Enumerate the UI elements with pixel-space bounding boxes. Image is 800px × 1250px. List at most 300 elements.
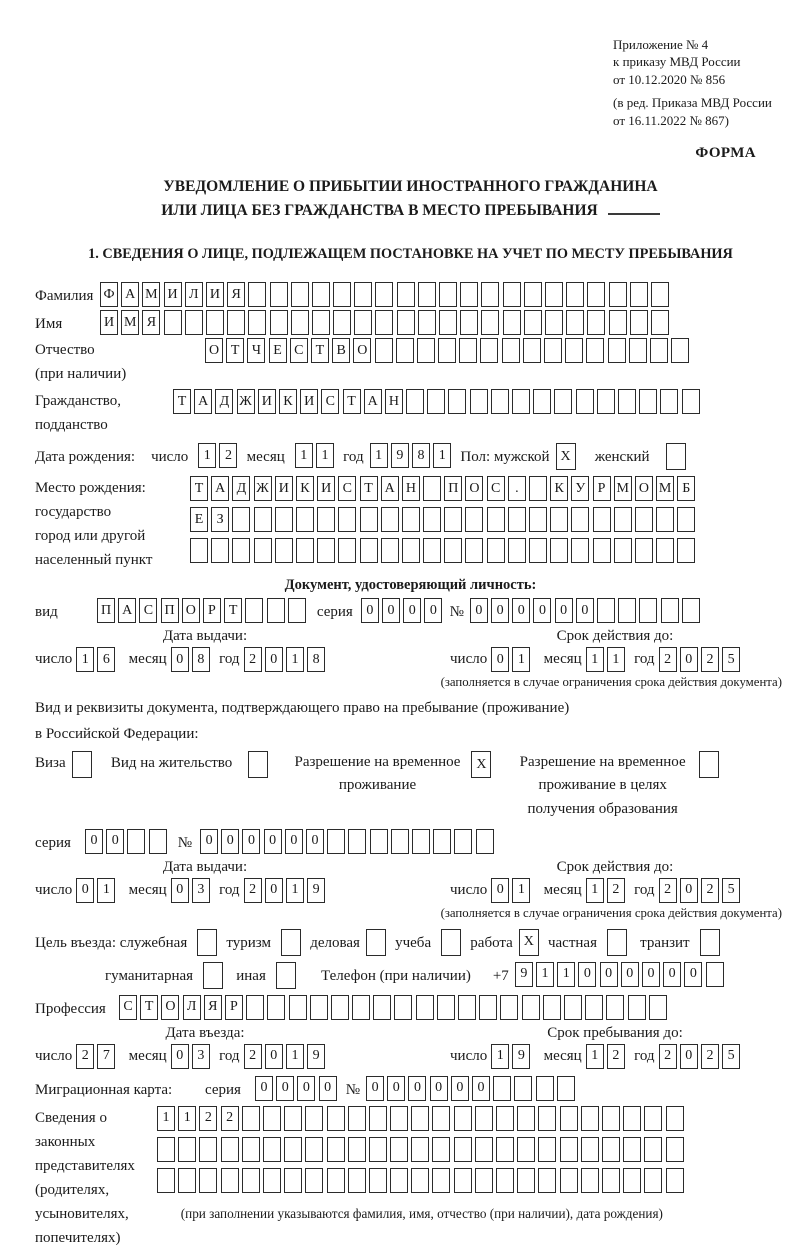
cell[interactable] [550, 507, 568, 532]
cell[interactable] [480, 338, 498, 363]
cell[interactable]: 2 [607, 1044, 625, 1069]
cell[interactable]: Я [204, 995, 222, 1020]
cell[interactable] [644, 1137, 662, 1162]
cell[interactable] [406, 389, 424, 414]
cell[interactable] [666, 1168, 684, 1193]
cell[interactable] [317, 507, 335, 532]
cell[interactable] [284, 1106, 302, 1131]
cell[interactable]: И [206, 282, 224, 307]
cell[interactable] [639, 598, 657, 623]
cell[interactable]: У [571, 476, 589, 501]
cell[interactable]: 0 [491, 647, 509, 672]
cell[interactable] [508, 538, 526, 563]
cell[interactable] [288, 598, 306, 623]
cell[interactable] [666, 443, 686, 470]
cell[interactable] [369, 1137, 387, 1162]
cell[interactable]: К [279, 389, 297, 414]
cell[interactable]: Т [343, 389, 361, 414]
cell[interactable]: Е [190, 507, 208, 532]
cell[interactable]: 0 [171, 878, 189, 903]
cell[interactable]: И [258, 389, 276, 414]
cell[interactable]: 0 [451, 1076, 469, 1101]
cell[interactable] [416, 995, 434, 1020]
cell[interactable]: Д [215, 389, 233, 414]
cell[interactable]: 0 [491, 878, 509, 903]
cell[interactable] [602, 1106, 620, 1131]
cell[interactable]: 1 [512, 647, 530, 672]
cell[interactable] [512, 389, 530, 414]
cell[interactable] [454, 1106, 472, 1131]
cell[interactable]: Р [225, 995, 243, 1020]
cell[interactable]: А [121, 282, 139, 307]
cell[interactable] [178, 1168, 196, 1193]
cell[interactable] [360, 538, 378, 563]
cell[interactable]: 0 [276, 1076, 294, 1101]
cell[interactable] [666, 1106, 684, 1131]
cell[interactable] [639, 389, 657, 414]
cell[interactable] [630, 310, 648, 335]
cell[interactable] [242, 1137, 260, 1162]
cell[interactable]: 1 [286, 647, 304, 672]
cell[interactable] [503, 310, 521, 335]
cell[interactable] [327, 1137, 345, 1162]
cell[interactable] [545, 310, 563, 335]
cell[interactable]: О [161, 995, 179, 1020]
cell[interactable] [585, 995, 603, 1020]
cell[interactable] [375, 338, 393, 363]
cell[interactable] [227, 310, 245, 335]
cell[interactable]: 0 [642, 962, 660, 987]
cell[interactable]: З [211, 507, 229, 532]
cell[interactable] [609, 282, 627, 307]
cell[interactable] [496, 1137, 514, 1162]
cell[interactable] [623, 1137, 641, 1162]
cell[interactable]: 0 [533, 598, 551, 623]
cell[interactable]: 0 [621, 962, 639, 987]
cell[interactable] [545, 282, 563, 307]
cell[interactable]: Л [183, 995, 201, 1020]
cell[interactable] [614, 538, 632, 563]
cell[interactable]: 9 [307, 878, 325, 903]
cell[interactable] [381, 538, 399, 563]
cell[interactable]: 0 [424, 598, 442, 623]
cell[interactable] [157, 1137, 175, 1162]
cell[interactable]: 2 [76, 1044, 94, 1069]
cell[interactable] [289, 995, 307, 1020]
cell[interactable] [275, 507, 293, 532]
cell[interactable]: Т [173, 389, 191, 414]
cell[interactable]: 0 [491, 598, 509, 623]
cell[interactable]: 0 [264, 829, 282, 854]
cell[interactable]: В [332, 338, 350, 363]
cell[interactable] [263, 1137, 281, 1162]
cell[interactable]: 5 [722, 1044, 740, 1069]
cell[interactable] [375, 310, 393, 335]
cell[interactable] [423, 538, 441, 563]
cell[interactable] [517, 1168, 535, 1193]
cell[interactable] [327, 829, 345, 854]
cell[interactable] [348, 1168, 366, 1193]
cell[interactable] [550, 538, 568, 563]
cell[interactable]: 2 [659, 878, 677, 903]
cell[interactable] [338, 507, 356, 532]
cell[interactable] [460, 282, 478, 307]
cell[interactable] [618, 598, 636, 623]
cell[interactable]: 2 [659, 1044, 677, 1069]
cell[interactable]: О [635, 476, 653, 501]
cell[interactable]: Ч [247, 338, 265, 363]
cell[interactable] [432, 1106, 450, 1131]
cell[interactable] [390, 1106, 408, 1131]
cell[interactable]: 2 [244, 1044, 262, 1069]
cell[interactable] [211, 538, 229, 563]
cell[interactable] [650, 338, 668, 363]
cell[interactable] [517, 1106, 535, 1131]
cell[interactable]: 1 [491, 1044, 509, 1069]
cell[interactable] [327, 1168, 345, 1193]
cell[interactable] [564, 995, 582, 1020]
cell[interactable] [275, 538, 293, 563]
cell[interactable] [458, 995, 476, 1020]
cell[interactable]: П [444, 476, 462, 501]
cell[interactable]: 2 [701, 1044, 719, 1069]
cell[interactable] [475, 1106, 493, 1131]
cell[interactable]: 9 [515, 962, 533, 987]
cell[interactable]: 8 [307, 647, 325, 672]
cell[interactable] [391, 829, 409, 854]
cell[interactable] [557, 1076, 575, 1101]
cell[interactable] [390, 1168, 408, 1193]
cell[interactable] [543, 995, 561, 1020]
cell[interactable] [331, 995, 349, 1020]
cell[interactable]: 0 [361, 598, 379, 623]
cell[interactable]: Е [269, 338, 287, 363]
cell[interactable] [254, 507, 272, 532]
cell[interactable] [649, 995, 667, 1020]
cell[interactable]: 0 [680, 647, 698, 672]
cell[interactable]: Ж [254, 476, 272, 501]
cell[interactable]: 8 [412, 443, 430, 468]
cell[interactable]: Б [677, 476, 695, 501]
cell[interactable] [411, 1168, 429, 1193]
cell[interactable] [178, 1137, 196, 1162]
cell[interactable] [571, 507, 589, 532]
cell[interactable]: 0 [430, 1076, 448, 1101]
cell[interactable] [666, 1137, 684, 1162]
cell[interactable]: 0 [512, 598, 530, 623]
cell[interactable]: 0 [285, 829, 303, 854]
cell[interactable]: А [364, 389, 382, 414]
cell[interactable] [476, 829, 494, 854]
cell[interactable]: 1 [178, 1106, 196, 1131]
cell[interactable] [312, 282, 330, 307]
cell[interactable]: 0 [403, 598, 421, 623]
cell[interactable] [644, 1106, 662, 1131]
cell[interactable] [412, 829, 430, 854]
cell[interactable] [576, 389, 594, 414]
cell[interactable] [682, 389, 700, 414]
cell[interactable] [560, 1137, 578, 1162]
cell[interactable] [618, 389, 636, 414]
cell[interactable] [317, 538, 335, 563]
cell[interactable]: 0 [470, 598, 488, 623]
cell[interactable] [623, 1106, 641, 1131]
cell[interactable] [677, 507, 695, 532]
cell[interactable] [661, 598, 679, 623]
cell[interactable] [185, 310, 203, 335]
cell[interactable] [437, 995, 455, 1020]
cell[interactable] [487, 507, 505, 532]
cell[interactable] [248, 310, 266, 335]
cell[interactable] [390, 1137, 408, 1162]
cell[interactable] [581, 1168, 599, 1193]
cell[interactable] [310, 995, 328, 1020]
cell[interactable] [312, 310, 330, 335]
cell[interactable] [197, 929, 217, 956]
cell[interactable]: Ж [237, 389, 255, 414]
cell[interactable] [571, 538, 589, 563]
cell[interactable] [438, 338, 456, 363]
cell[interactable]: 0 [472, 1076, 490, 1101]
cell[interactable] [454, 1137, 472, 1162]
cell[interactable]: С [119, 995, 137, 1020]
cell[interactable]: С [321, 389, 339, 414]
cell[interactable]: 0 [408, 1076, 426, 1101]
cell[interactable] [242, 1106, 260, 1131]
cell[interactable]: 1 [586, 647, 604, 672]
cell[interactable]: 0 [85, 829, 103, 854]
cell[interactable] [538, 1106, 556, 1131]
cell[interactable]: Т [226, 338, 244, 363]
cell[interactable] [581, 1106, 599, 1131]
cell[interactable]: Т [190, 476, 208, 501]
cell[interactable] [656, 538, 674, 563]
cell[interactable]: 9 [512, 1044, 530, 1069]
cell[interactable]: 6 [97, 647, 115, 672]
cell[interactable]: Л [185, 282, 203, 307]
cell[interactable] [628, 995, 646, 1020]
cell[interactable] [475, 1168, 493, 1193]
cell[interactable] [441, 929, 461, 956]
cell[interactable] [656, 507, 674, 532]
cell[interactable] [602, 1168, 620, 1193]
cell[interactable] [630, 282, 648, 307]
cell[interactable]: 0 [255, 1076, 273, 1101]
cell[interactable]: 0 [200, 829, 218, 854]
cell[interactable] [503, 282, 521, 307]
cell[interactable] [418, 282, 436, 307]
cell[interactable] [475, 1137, 493, 1162]
cell[interactable] [524, 310, 542, 335]
cell[interactable]: 1 [607, 647, 625, 672]
cell[interactable] [333, 310, 351, 335]
cell[interactable] [366, 929, 386, 956]
cell[interactable]: 0 [242, 829, 260, 854]
cell[interactable] [524, 282, 542, 307]
cell[interactable]: Р [203, 598, 221, 623]
cell[interactable] [644, 1168, 662, 1193]
cell[interactable] [587, 282, 605, 307]
cell[interactable]: К [296, 476, 314, 501]
cell[interactable]: 5 [722, 878, 740, 903]
cell[interactable]: Р [593, 476, 611, 501]
cell[interactable]: Д [232, 476, 250, 501]
cell[interactable] [232, 538, 250, 563]
cell[interactable]: 0 [680, 878, 698, 903]
cell[interactable]: С [487, 476, 505, 501]
cell[interactable]: 0 [306, 829, 324, 854]
cell[interactable] [381, 507, 399, 532]
cell[interactable] [487, 538, 505, 563]
cell[interactable] [263, 1106, 281, 1131]
cell[interactable] [597, 598, 615, 623]
cell[interactable] [270, 310, 288, 335]
cell[interactable] [281, 929, 301, 956]
cell[interactable]: О [205, 338, 223, 363]
cell[interactable] [454, 1168, 472, 1193]
cell[interactable] [432, 1168, 450, 1193]
cell[interactable]: 0 [387, 1076, 405, 1101]
cell[interactable]: Т [360, 476, 378, 501]
cell[interactable]: X [556, 443, 576, 470]
cell[interactable] [608, 338, 626, 363]
cell[interactable] [254, 538, 272, 563]
cell[interactable] [479, 995, 497, 1020]
cell[interactable] [496, 1168, 514, 1193]
cell[interactable]: 0 [265, 1044, 283, 1069]
cell[interactable] [481, 310, 499, 335]
cell[interactable] [651, 282, 669, 307]
cell[interactable]: 8 [192, 647, 210, 672]
cell[interactable] [533, 389, 551, 414]
cell[interactable]: 2 [659, 647, 677, 672]
cell[interactable] [267, 995, 285, 1020]
cell[interactable] [411, 1137, 429, 1162]
cell[interactable]: 1 [286, 1044, 304, 1069]
cell[interactable]: П [161, 598, 179, 623]
cell[interactable]: П [97, 598, 115, 623]
cell[interactable]: 0 [171, 647, 189, 672]
cell[interactable] [448, 389, 466, 414]
cell[interactable] [614, 507, 632, 532]
cell[interactable] [493, 1076, 511, 1101]
cell[interactable]: Т [311, 338, 329, 363]
cell[interactable] [502, 338, 520, 363]
cell[interactable] [623, 1168, 641, 1193]
cell[interactable] [284, 1168, 302, 1193]
cell[interactable]: 0 [297, 1076, 315, 1101]
cell[interactable] [593, 538, 611, 563]
cell[interactable] [402, 507, 420, 532]
cell[interactable]: 2 [244, 647, 262, 672]
cell[interactable] [206, 310, 224, 335]
cell[interactable]: 2 [221, 1106, 239, 1131]
cell[interactable] [427, 389, 445, 414]
cell[interactable]: 5 [722, 647, 740, 672]
cell[interactable]: 0 [171, 1044, 189, 1069]
cell[interactable] [460, 310, 478, 335]
cell[interactable] [199, 1168, 217, 1193]
cell[interactable]: 9 [307, 1044, 325, 1069]
cell[interactable] [417, 338, 435, 363]
cell[interactable]: А [194, 389, 212, 414]
cell[interactable] [444, 538, 462, 563]
cell[interactable]: И [275, 476, 293, 501]
cell[interactable]: 3 [192, 1044, 210, 1069]
cell[interactable] [536, 1076, 554, 1101]
cell[interactable]: 0 [221, 829, 239, 854]
cell[interactable] [538, 1137, 556, 1162]
cell[interactable] [706, 962, 724, 987]
cell[interactable] [629, 338, 647, 363]
cell[interactable]: Н [402, 476, 420, 501]
cell[interactable]: 0 [555, 598, 573, 623]
cell[interactable]: 2 [701, 647, 719, 672]
cell[interactable]: 0 [680, 1044, 698, 1069]
cell[interactable]: 1 [286, 878, 304, 903]
cell[interactable]: И [317, 476, 335, 501]
cell[interactable] [348, 1137, 366, 1162]
cell[interactable]: 0 [366, 1076, 384, 1101]
cell[interactable] [602, 1137, 620, 1162]
cell[interactable]: А [381, 476, 399, 501]
cell[interactable] [397, 282, 415, 307]
cell[interactable] [529, 476, 547, 501]
cell[interactable] [700, 929, 720, 956]
cell[interactable] [369, 1168, 387, 1193]
cell[interactable] [270, 282, 288, 307]
cell[interactable] [418, 310, 436, 335]
cell[interactable] [333, 282, 351, 307]
cell[interactable]: 1 [316, 443, 334, 468]
cell[interactable]: 0 [684, 962, 702, 987]
cell[interactable] [352, 995, 370, 1020]
cell[interactable]: О [465, 476, 483, 501]
cell[interactable]: 0 [76, 878, 94, 903]
cell[interactable] [597, 389, 615, 414]
cell[interactable] [72, 751, 92, 778]
cell[interactable]: О [182, 598, 200, 623]
cell[interactable] [651, 310, 669, 335]
cell[interactable] [411, 1106, 429, 1131]
cell[interactable] [221, 1137, 239, 1162]
cell[interactable]: 3 [192, 878, 210, 903]
cell[interactable] [491, 389, 509, 414]
cell[interactable]: Т [140, 995, 158, 1020]
cell[interactable]: X [471, 751, 491, 778]
cell[interactable] [529, 507, 547, 532]
cell[interactable] [465, 507, 483, 532]
cell[interactable] [606, 995, 624, 1020]
cell[interactable] [566, 310, 584, 335]
cell[interactable] [373, 995, 391, 1020]
cell[interactable]: 1 [295, 443, 313, 468]
cell[interactable] [423, 507, 441, 532]
cell[interactable] [127, 829, 145, 854]
cell[interactable]: 2 [607, 878, 625, 903]
cell[interactable]: М [656, 476, 674, 501]
cell[interactable]: 0 [265, 647, 283, 672]
cell[interactable]: О [353, 338, 371, 363]
cell[interactable]: 1 [76, 647, 94, 672]
cell[interactable]: . [508, 476, 526, 501]
cell[interactable]: М [121, 310, 139, 335]
cell[interactable]: 2 [701, 878, 719, 903]
cell[interactable]: 1 [157, 1106, 175, 1131]
cell[interactable]: С [338, 476, 356, 501]
cell[interactable] [586, 338, 604, 363]
cell[interactable] [248, 282, 266, 307]
